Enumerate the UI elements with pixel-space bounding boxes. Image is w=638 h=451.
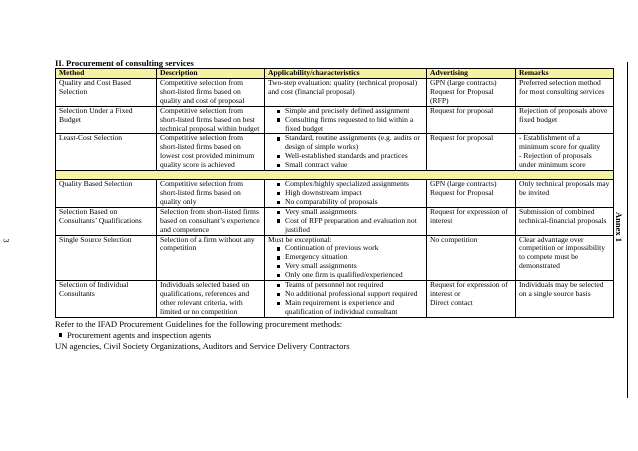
cell-advertising: Request for proposal xyxy=(427,134,516,171)
table-body xyxy=(56,79,614,318)
column-header-advertising: Advertising xyxy=(427,69,516,79)
cell-method: Selection of Individual Consultants xyxy=(56,281,157,318)
applicability-text: Two-step evaluation: quality (technical proposal) and cost (financial proposal) xyxy=(268,78,418,96)
table-header-row xyxy=(56,69,614,79)
column-header-method: Method xyxy=(56,69,157,79)
applicability-bullet: Well-established standards and practices xyxy=(277,152,423,161)
table-row xyxy=(56,207,614,235)
cell-remarks: Individuals may be selected on a single source basis xyxy=(516,281,614,318)
applicability-bullet: No additional professional support required xyxy=(277,290,423,299)
procurement-methods-table xyxy=(55,68,614,318)
table-row xyxy=(56,134,614,171)
cell-remarks: Only technical proposals may be invited xyxy=(516,180,614,208)
cell-remarks: Submission of combined technical-financial proposals xyxy=(516,207,614,235)
cell-method: Quality Based Selection xyxy=(56,180,157,208)
margin-rule xyxy=(627,62,628,398)
cell-description: Competitive selection from short-listed firms based on quality and cost of proposal xyxy=(157,79,265,107)
cell-applicability xyxy=(265,79,427,107)
applicability-bullets xyxy=(268,134,423,170)
cell-method: Selection Based on Consultants’ Qualifications xyxy=(56,207,157,235)
annex-label: Annex 1 xyxy=(614,212,624,242)
footer-bullet-list xyxy=(55,330,613,341)
cell-description: Selection from short-listed firms based on consultant’s experience and competence xyxy=(157,207,265,235)
applicability-bullet: High downstream impact xyxy=(277,189,423,198)
applicability-bullet: Only one firm is qualified/experienced xyxy=(277,271,423,280)
cell-description: Competitive selection from short-listed firms based on best technical proposal within budget xyxy=(157,106,265,134)
table-row xyxy=(56,180,614,208)
applicability-bullet: Standard, routine assignments (e.g. audits or design of simple works) xyxy=(277,134,423,152)
table-row xyxy=(56,79,614,107)
cell-remarks: Rejection of proposals above fixed budget xyxy=(516,106,614,134)
footer-intro: Refer to the IFAD Procurement Guidelines for the following procurement methods: xyxy=(55,318,343,329)
applicability-bullet: Small contract value xyxy=(277,161,423,170)
cell-method: Least-Cost Selection xyxy=(56,134,157,171)
cell-remarks: Preferred selection method for most consulting services xyxy=(516,79,614,107)
cell-description: Competitive selection from short-listed firms based on quality only xyxy=(157,180,265,208)
applicability-bullet: Very small assignments xyxy=(277,208,423,217)
applicability-bullet: Cost of RFP preparation and evaluation not justified xyxy=(277,217,423,235)
cell-advertising: Request for expression of interest xyxy=(427,207,516,235)
table-row xyxy=(56,106,614,134)
applicability-bullet: Consulting firms requested to bid within a fixed budget xyxy=(277,116,423,134)
cell-applicability xyxy=(265,134,427,171)
cell-remarks: - Establishment of a minimum score for quality - Rejection of proposals under minimum score xyxy=(516,134,614,171)
applicability-bullet: No comparability of proposals xyxy=(277,198,423,207)
applicability-bullets xyxy=(268,180,423,207)
table-row xyxy=(56,235,614,281)
table-row xyxy=(56,281,614,318)
column-header-remarks: Remarks xyxy=(516,69,614,79)
cell-applicability xyxy=(265,180,427,208)
applicability-bullets xyxy=(268,281,423,317)
page-number: 3 xyxy=(1,238,11,243)
cell-applicability xyxy=(265,106,427,134)
cell-description: Selection of a firm without any competition xyxy=(157,235,265,281)
applicability-bullet: Complex/highly specialized assignments xyxy=(277,180,423,189)
applicability-bullets xyxy=(268,107,423,134)
footer-last-line: UN agencies, Civil Society Organizations, Auditors and Service Delivery Contractors xyxy=(55,340,350,351)
cell-method: Selection Under a Fixed Budget xyxy=(56,106,157,134)
applicability-bullet: Main requirement is experience and qualification of individual consultant xyxy=(277,299,423,317)
applicability-bullet: Teams of personnel not required xyxy=(277,281,423,290)
applicability-text: Must be exceptional: xyxy=(268,234,332,244)
applicability-bullets xyxy=(268,244,423,280)
cell-description: Competitive selection from short-listed firms based on lowest cost provided minimum quality score is achieved xyxy=(157,134,265,171)
cell-advertising: Request for expression of interest or Direct contact xyxy=(427,281,516,318)
cell-advertising: No competition xyxy=(427,235,516,281)
cell-advertising: GPN (large contracts) Request for Proposal (RFP) xyxy=(427,79,516,107)
column-header-description: Description xyxy=(157,69,265,79)
document-content xyxy=(55,58,613,352)
cell-description: Individuals selected based on qualifications, references and other relevant criteria, with limited or no competition xyxy=(157,281,265,318)
cell-method: Quality and Cost Based Selection xyxy=(56,79,157,107)
column-header-applicability: Applicability/characteristics xyxy=(265,69,427,79)
cell-advertising: GPN (large contracts) Request for Proposal xyxy=(427,180,516,208)
section-title: II. Procurement of consulting services xyxy=(55,58,194,68)
applicability-bullet: Emergency situation xyxy=(277,253,423,262)
cell-applicability xyxy=(265,207,427,235)
cell-method: Single Source Selection xyxy=(56,235,157,281)
cell-applicability xyxy=(265,281,427,318)
footer-notes xyxy=(55,319,613,352)
cell-remarks: Clear advantage over competition or impossibility to compete must be demonstrated xyxy=(516,235,614,281)
applicability-bullet: Simple and precisely defined assignment xyxy=(277,107,423,116)
cell-applicability xyxy=(265,235,427,281)
footer-bullet: Procurement agents and inspection agents xyxy=(59,330,613,341)
applicability-bullet: Very small assignments xyxy=(277,262,423,271)
applicability-bullet: Continuation of previous work xyxy=(277,244,423,253)
cell-advertising: Request for proposal xyxy=(427,106,516,134)
applicability-bullets xyxy=(268,208,423,235)
